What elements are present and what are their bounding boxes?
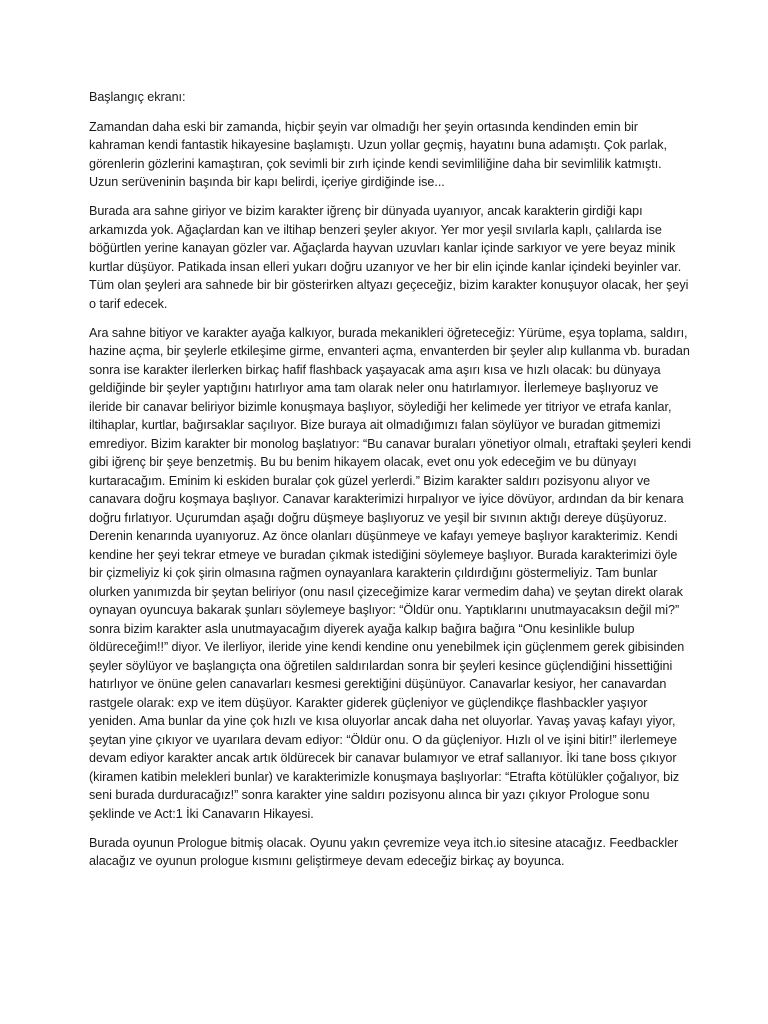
paragraph-gameplay: Ara sahne bitiyor ve karakter ayağa kalkıyor, burada mekanikleri öğreteceğiz: Yürüme, eşya toplama, saldırı, hazine açma, bir şeylerle etkileşime girme, envanteri açma, envanterden bir şeyler alıp kullanma vb. buradan sonra ise karakter ilerlerken birkaç hafif flashback yaşayacak ama aşırı kısa ve hızlı olacak: bu dünyaya geldiğinde bir şeyler yaptığını hatırlıyor ama tam olarak neler onu hatırlamıyor. İlerlemeye başlıyoruz ve ileride bir canavar beliriyor bizimle konuşmaya başlıyor, söylediği her kelimede yer titriyor ve etrafa kanlar, iltihaplar, kurtlar, bağırsaklar saçılıyor. Bize buraya ait olmadığımızı falan söylüyor ve buradan gitmemizi emrediyor. Bizim karakter bir monolog başlatıyor: “Bu canavar buraları yönetiyor olmalı, etraftaki şeyleri kendi gibi iğrenç bir şeye benzetmiş. Bu bu benim hikayem olacak, evet onu yok edeceğim ve bu dünyayı kurtaracağım. Eminim ki eskiden buralar çok güzel yerlerdi.” Bizim karakter saldırı pozisyonu alıyor ve canavara doğru koşmaya başlıyor. Canavar karakterimizi hırpalıyor ve iyice dövüyor, ardından da bir kenara doğru fırlatıyor. Uçurumdan aşağı doğru düşmeye başlıyoruz ve yeşil bir sıvının aktığı dereye düşüyoruz. Derenin kenarında uyanıyoruz. Az önce olanları düşünmeye ve kafayı yemeye başlıyor karakterimiz. Kendi kendine her şeyi tekrar etmeye ve buradan çıkmak istediğini söylemeye başlıyor. Burada karakterimizi öyle bir çizmeliyiz ki çok şirin olmasına rağmen oynayanlara karakterin çıldırdığını göstermeliyiz. Tam bunlar olurken yanımızda bir şeytan beliriyor (onu nasıl çizeceğimize karar vermedim daha) ve şeytan direkt olarak oynayan oyuncuya bakarak şunları söylemeye başlıyor: “Öldür onu. Yaptıklarını unutmayacaksın değil mi?” sonra bizim karakter asla unutmayacağım diyerek ayağa kalkıp bağıra bağıra “Onu kesinlikle bulup öldüreceğim!!” diyor. Ve ilerliyor, ileride yine kendi kendine onu yenebilmek için güçlenmem gerek gibisinden şeyler söylüyor ve başlangıçta ona öğretilen saldırılardan sonra bir şeyleri kesince güçlendiğini hissettiğini hatırlıyor ve önüne gelen canavarları kesmesi gerektiğini düşünüyor. Canavarlar kesiyor, her canavardan rastgele olarak: exp ve item düşüyor. Karakter giderek güçleniyor ve güçlendikçe flashbackler yaşıyor yeniden. Ama bunlar da yine çok hızlı ve kısa oluyorlar ancak daha net oluyorlar. Yavaş yavaş kafayı yiyor, şeytan yine çıkıyor ve uyarılara devam ediyor: “Öldür onu. O da güçleniyor. Hızlı ol ve işini bitir!” ilerlemeye devam ediyor karakter ancak artık öldürecek bir canavar bulamıyor ve etraf sallanıyor. İki tane boss çıkıyor (kiramen katibin melekleri bunlar) ve karakterimizle konuşmaya başlıyorlar: “Etrafta kötülükler çoğalıyor, biz seni burada durduracağız!” sonra karakter yine saldırı pozisyonu alınca bir yazı çıkıyor Prologue sonu şeklinde ve Act:1 İki Canavarın Hikayesi. bbox=[89, 325, 691, 821]
document-page bbox=[89, 88, 694, 881]
paragraph-cutscene: Burada ara sahne giriyor ve bizim karakter iğrenç bir dünyada uyanıyor, ancak karakterin girdiği kapı arkamızda yok. Ağaçlardan kan ve iltihap benzeri şeyler akıyor. Yer mor yeşil sıvılarla kaplı, çalılarda ise böğürtlen yerine kanayan gözler var. Ağaçlarda hayvan uzuvları kanlar içinde sarkıyor ve yere beyaz minik kurtlar düşüyor. Patikada insan elleri yukarı doğru uzanıyor ve her bir elin içinde kanlar içindeki beyinler var. Tüm olan şeyleri ara sahnede bir bir gösterirken altyazı geçeceğiz, bizim karakter konuşuyor olacak, her şeyi o tarif edecek. bbox=[89, 204, 689, 311]
paragraph-intro: Zamandan daha eski bir zamanda, hiçbir şeyin var olmadığı her şeyin ortasında kendinden emin bir kahraman kendi fantastik hikayesine başlamıştı. Uzun yollar geçmiş, hayatını buna adamıştı. Çok parlak, görenlerin gözlerini kamaştıran, çok sevimli bir zırh içinde kendi sevimliliğine daha bir sevimlilik katmıştı. Uzun serüveninin başında bir kapı belirdi, içeriye girdiğinde ise... bbox=[89, 119, 667, 189]
paragraph-prologue-end: Burada oyunun Prologue bitmiş olacak. Oyunu yakın çevremize veya itch.io sitesine atacağız. Feedbackler alacağız ve oyunun prologue kısmını geliştirmeye devam edeceğiz birkaç ay boyunca. bbox=[89, 835, 679, 868]
document-heading: Başlangıç ekranı: bbox=[89, 90, 186, 104]
